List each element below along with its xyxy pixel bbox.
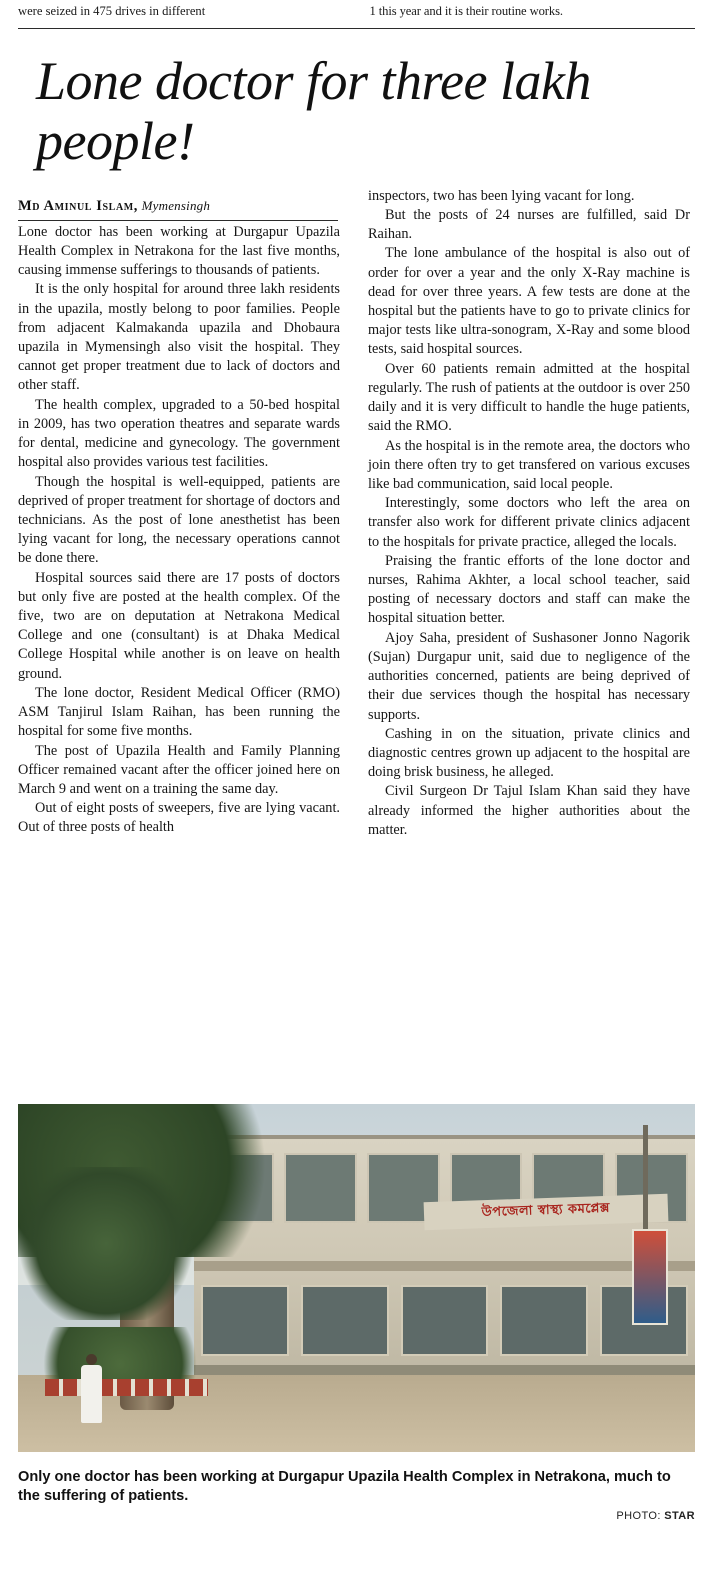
paragraph: Though the hospital is well-equipped, patients are deprived of proper treatment for shortage of doctors and technicians. As the post of lone anesthetist has been lying vacant for long, the necessary operations cannot be done there. (18, 473, 340, 567)
paragraph: Over 60 patients remain admitted at the hospital regularly. The rush of patients at the outdoor is over 250 daily and it is very difficult to handle the huge patients, said the RMO. (368, 360, 690, 435)
page-title: Lone doctor for three lakh people! (36, 50, 591, 172)
paragraph: The post of Upazila Health and Family Planning Officer remained vacant after the officer joined here on March 9 and went on a training the same day. (18, 742, 340, 798)
photo-credit-label: PHOTO: (616, 1509, 661, 1522)
paragraph: Ajoy Saha, president of Sushasoner Jonno Nagorik (Sujan) Durgapur unit, said due to negligence of the authorities concerned, patients are being deprived of their due services though the hospital has necessary supports. (368, 629, 690, 723)
byline-block (18, 198, 338, 221)
byline (18, 198, 338, 220)
photo-credit (18, 1510, 695, 1522)
photo-red-wall (45, 1379, 207, 1396)
photo-building-band (194, 1261, 695, 1271)
paragraph: Interestingly, some doctors who left the area on transfer also work for different private clinics adjacent to the hospitals for private practice, alleged the locals. (368, 495, 690, 550)
paragraph: Cashing in on the situation, private clinics and diagnostic centres grown up adjacent to the hospital are doing brisk business, he alleged. (368, 725, 690, 781)
article-photo (18, 1104, 695, 1452)
paragraph: Civil Surgeon Dr Tajul Islam Khan said they have already informed the higher authorities about the matter. (368, 783, 690, 838)
paragraph: Lone doctor has been working at Durgapur Upazila Health Complex in Netrakona for the last five months, causing immense sufferings to thousands of patients. (18, 223, 340, 279)
photo-lower-windows (201, 1285, 688, 1369)
paragraph: The lone ambulance of the hospital is also out of order for over a year and the only X-Ray machine is dead for over three years. A few tests are done at the hospital but the patients have to go to private clinics for major tests like ultra-sonogram, X-Ray and some blood tests, said hospital sources. (368, 245, 690, 358)
photo-foliage-secondary (18, 1167, 194, 1320)
paragraph: The lone doctor, Resident Medical Officer (RMO) ASM Tanjirul Islam Raihan, has been running the hospital for some five months. (18, 684, 340, 740)
paragraph: Out of eight posts of sweepers, five are lying vacant. Out of three posts of health (18, 800, 340, 836)
carryover-strip (18, 0, 695, 20)
carryover-left-text: were seized in 475 drives in different (18, 4, 206, 18)
paragraph: Hospital sources said there are 17 posts of doctors but only five are posted at the health complex. Of the five, two are on deputation at Netrakona Medical College and one (consultant) is at Dhaka Medical College Hospital while another is on leave on health ground. (18, 569, 340, 682)
photo-image (18, 1104, 695, 1452)
photo-caption: Only one doctor has been working at Durgapur Upazila Health Complex in Netrakona, much to the suffering of patients. (18, 1469, 671, 1505)
photo-signboard: উপজেলা স্বাস্থ্য কমপ্লেক্স (424, 1194, 669, 1230)
paragraph: It is the only hospital for around three lakh residents in the upazila, mostly belong to poor families. People from adjacent Kalmakanda upazila and Dhobaura upazila in Mymensingh also visit the hospital. They cannot get proper treatment due to lack of doctors and other staff. (18, 281, 340, 394)
paragraph: Praising the frantic efforts of the lone doctor and nurses, Rahima Akhter, a local school teacher, said posting of necessary doctors and staff can make the hospital situation better. (368, 552, 690, 627)
article-column-right (368, 187, 690, 840)
byline-divider (18, 220, 338, 221)
photo-credit-source: STAR (664, 1509, 695, 1522)
carryover-right-text: 1 this year and it is their routine works. (369, 4, 563, 18)
byline-author: Md Aminul Islam, (18, 197, 139, 214)
paragraph: But the posts of 24 nurses are fulfilled, said Dr Raihan. (368, 206, 690, 243)
article-column-left (18, 223, 340, 840)
byline-location: Mymensingh (141, 197, 211, 213)
paragraph: As the hospital is in the remote area, the doctors who join there often try to get transfered on various excuses like bad communication, said local people. (368, 437, 690, 492)
photo-banner (632, 1229, 668, 1325)
photo-person (79, 1354, 105, 1424)
paragraph: inspectors, two has been lying vacant for long. (368, 187, 635, 204)
paragraph: The health complex, upgraded to a 50-bed hospital in 2009, has two operation theatres and separate wards for dental, medicine and gynecology. The government hospital also provides various test facilities. (18, 396, 340, 471)
header-divider (18, 28, 695, 29)
photo-caption-block (18, 1468, 695, 1522)
